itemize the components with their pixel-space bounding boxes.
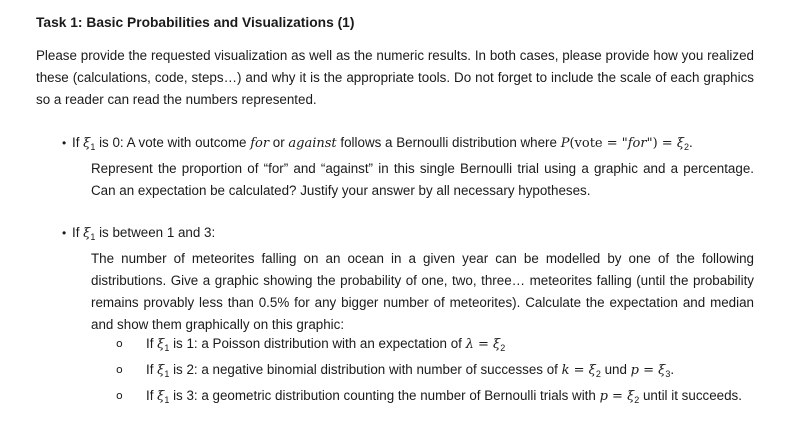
against-word: against: [288, 136, 337, 151]
xi-symbol: ξ: [83, 226, 91, 241]
list-item-negative-binomial: o If $\xi_1$ is 2: a negative binomial distribution with number of successes of $k = \xi_2$ und $p = \xi_3$.: [116, 359, 754, 385]
task-title: Task 1: Basic Probabilities and Visualizations (1): [36, 15, 355, 30]
intro-paragraph: Please provide the requested visualization as well as the numeric results. In both cases, please provide how you realized these (calculations, code, steps…) and why it is the appropriate tools. Do not forget to include the scale of each graphics so a reader can read the numbers represented.: [36, 48, 754, 107]
for-word: for: [250, 136, 270, 151]
bullet1-first-line: If $\xi_1$ is 0: A vote with outcome for or against follows a Bernoulli distribution where P(vote = "for") = $\xi_2$.: [72, 135, 693, 152]
bullet1-body: Represent the proportion of “for” and “against” in this single Bernoulli trial using a graphic and a percentage. Can an expectation be calculated? Justify your answer by all necessary hypotheses.: [91, 161, 754, 198]
list-item-geometric: o If $\xi_1$ is 3: a geometric distribution counting the number of Bernoulli trials with $p = \xi_2$ until it succeeds.: [116, 385, 754, 411]
list-item-poisson: o If $\xi_1$ is 1: a Poisson distribution with an expectation of $\lambda = \xi_2$: [116, 333, 754, 359]
circle-bullet-icon: o: [116, 389, 123, 402]
bullet-marker: •: [62, 136, 67, 150]
circle-bullet-icon: o: [116, 337, 123, 350]
distribution-options-list: [116, 333, 754, 411]
xi-symbol: ξ: [83, 136, 91, 151]
bullet2-body: The number of meteorites falling on an ocean in a given year can be modelled by one of the following distributions. Give a graphic showing the probability of one, two, three… meteorites falling (until the probability remains provably less than 0.5% for any bigger number of meteorites). Calculate the expectation and median and show them graphically on this graphic:: [91, 251, 754, 332]
bullet-item-vote: [62, 132, 754, 202]
bullet-item-meteorites: [62, 222, 754, 336]
circle-bullet-icon: o: [116, 363, 123, 376]
bullet-marker: •: [62, 226, 67, 240]
bullet2-first-line: If $\xi_1$ is between 1 and 3:: [72, 225, 216, 242]
